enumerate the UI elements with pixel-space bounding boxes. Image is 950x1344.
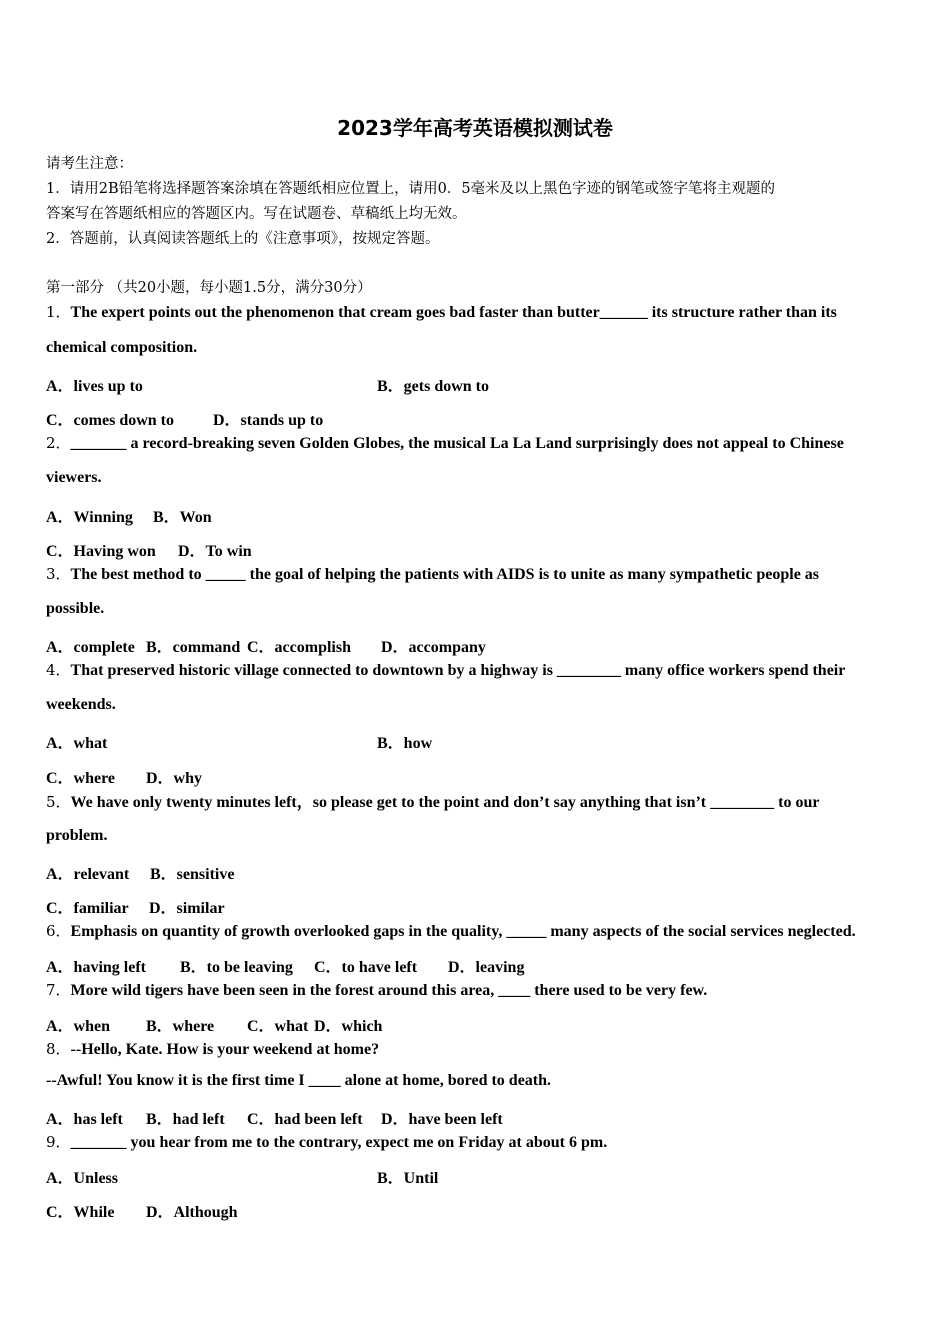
question-5-stem-cont: problem. — [46, 827, 108, 844]
notice-heading: 请考生注意： — [46, 156, 133, 172]
question-2-stem: 2．_______ a record-breaking seven Golden Globes, the musical La La Land surprisingly does not appeal to Chinese — [46, 434, 844, 452]
question-4-option-c[interactable]: C．where — [46, 770, 116, 787]
question-5-option-a[interactable]: A．relevant — [46, 866, 130, 883]
question-1-option-c[interactable]: C．comes down to — [46, 412, 174, 429]
question-1-stem-cont: chemical composition. — [46, 339, 198, 356]
section-heading: 第一部分 （共20小题，每小题1.5分，满分30分） — [46, 280, 372, 296]
question-6-option-b[interactable]: B．to be leaving — [180, 959, 293, 976]
question-8-option-c[interactable]: C．had been left — [247, 1111, 363, 1128]
notice-line-1: 1．请用2B铅笔将选择题答案涂填在答题纸相应位置上，请用0．5毫米及以上黑色字迹的钢笔或签字笔将主观题的 — [46, 181, 776, 197]
question-1-stem: 1．The expert points out the phenomenon that cream goes bad faster than butter______ its structure rather than its — [46, 303, 837, 321]
question-1-option-a[interactable]: A．lives up to — [46, 378, 143, 395]
question-number: 8． — [46, 1040, 71, 1058]
question-3-option-a[interactable]: A．complete — [46, 639, 135, 656]
question-number: 3． — [46, 565, 71, 583]
question-2-option-a[interactable]: A．Winning — [46, 509, 133, 526]
question-3-stem-cont: possible. — [46, 600, 105, 617]
question-5-stem: 5．We have only twenty minutes left，so please get to the point and don’t say anything that isn’t ________ to our — [46, 793, 820, 811]
question-3-option-d[interactable]: D．accompany — [381, 639, 486, 656]
question-4-stem: 4．That preserved historic village connected to downtown by a highway is ________ many office workers spend their — [46, 661, 846, 679]
question-4-option-d[interactable]: D．why — [146, 770, 203, 787]
question-4-option-b[interactable]: B．how — [377, 735, 433, 752]
question-7-option-c[interactable]: C．what — [247, 1018, 309, 1035]
question-7-stem: 7．More wild tigers have been seen in the forest around this area, ____ there used to be very few. — [46, 981, 708, 999]
question-1-option-b[interactable]: B．gets down to — [377, 378, 490, 395]
question-2-option-d[interactable]: D．To win — [178, 543, 252, 560]
question-2-option-b[interactable]: B．Won — [153, 509, 212, 526]
question-5-option-c[interactable]: C．familiar — [46, 900, 129, 917]
question-3-option-c[interactable]: C．accomplish — [247, 639, 352, 656]
question-7-option-a[interactable]: A．when — [46, 1018, 111, 1035]
question-number: 5． — [46, 793, 71, 811]
question-9-stem: 9．_______ you hear from me to the contrary, expect me on Friday at about 6 pm. — [46, 1133, 608, 1151]
question-3-option-b[interactable]: B．command — [146, 639, 241, 656]
question-8-stem-cont: --Awful! You know it is the first time I ____ alone at home, bored to death. — [46, 1072, 552, 1089]
question-6-option-c[interactable]: C．to have left — [314, 959, 418, 976]
question-9-option-d[interactable]: D．Although — [146, 1204, 238, 1221]
question-number: 2． — [46, 434, 71, 452]
question-5-option-b[interactable]: B．sensitive — [150, 866, 235, 883]
question-number: 6． — [46, 922, 71, 940]
page-title: 2023学年高考英语模拟测试卷 — [337, 116, 613, 140]
question-9-option-c[interactable]: C．While — [46, 1204, 115, 1221]
question-6-option-a[interactable]: A．having left — [46, 959, 147, 976]
question-number: 7． — [46, 981, 71, 999]
question-2-option-c[interactable]: C．Having won — [46, 543, 156, 560]
question-8-stem: 8．--Hello, Kate. How is your weekend at home? — [46, 1040, 380, 1058]
question-9-option-a[interactable]: A．Unless — [46, 1170, 119, 1187]
question-6-option-d[interactable]: D．leaving — [448, 959, 525, 976]
question-3-stem: 3．The best method to _____ the goal of helping the patients with AIDS is to unite as many sympathetic people as — [46, 565, 820, 583]
question-8-option-a[interactable]: A．has left — [46, 1111, 123, 1128]
question-8-option-b[interactable]: B．had left — [146, 1111, 225, 1128]
notice-line-2: 答案写在答题纸相应的答题区内。写在试题卷、草稿纸上均无效。 — [46, 206, 467, 222]
notice-line-3: 2．答题前，认真阅读答题纸上的《注意事项》，按规定答题。 — [46, 231, 440, 247]
question-7-option-b[interactable]: B．where — [146, 1018, 215, 1035]
question-1-option-d[interactable]: D．stands up to — [213, 412, 324, 429]
question-4-stem-cont: weekends. — [46, 696, 116, 713]
question-8-option-d[interactable]: D．have been left — [381, 1111, 503, 1128]
question-4-option-a[interactable]: A．what — [46, 735, 108, 752]
question-number: 4． — [46, 661, 71, 679]
question-number: 1． — [46, 303, 71, 321]
question-2-stem-cont: viewers. — [46, 469, 102, 486]
question-9-option-b[interactable]: B．Until — [377, 1170, 439, 1187]
question-7-option-d[interactable]: D．which — [314, 1018, 383, 1035]
question-5-option-d[interactable]: D．similar — [149, 900, 225, 917]
question-6-stem: 6．Emphasis on quantity of growth overlooked gaps in the quality, _____ many aspects of the social services neglected. — [46, 922, 856, 940]
question-number: 9． — [46, 1133, 71, 1151]
